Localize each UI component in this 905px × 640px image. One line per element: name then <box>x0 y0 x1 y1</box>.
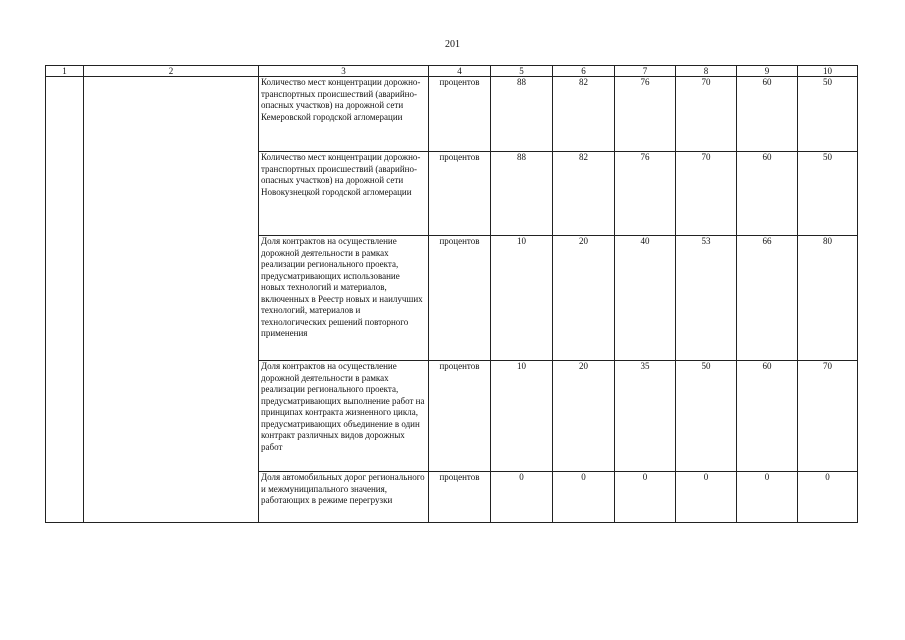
indicator-description: Количество мест концентрации дорожно-транспортных происшествий (аварийно-опасных участков) на дорожной сети Кемеровской городской агломерации <box>259 77 429 152</box>
indicator-description: Количество мест концентрации дорожно-транспортных происшествий (аварийно-опасных участков) на дорожной сети Новокузнецкой городской агломерации <box>259 152 429 236</box>
value-cell: 50 <box>798 77 858 152</box>
value-cell: 50 <box>798 152 858 236</box>
column-header-8: 8 <box>676 66 737 77</box>
value-cell: 53 <box>676 236 737 361</box>
column-number-row <box>46 66 858 77</box>
row-number-cell <box>46 77 84 523</box>
value-cell: 70 <box>676 152 737 236</box>
value-cell: 50 <box>676 361 737 472</box>
column-header-4: 4 <box>429 66 491 77</box>
value-cell: 60 <box>737 152 798 236</box>
value-cell: 0 <box>737 472 798 523</box>
value-cell: 10 <box>491 361 553 472</box>
indicator-unit: процентов <box>429 361 491 472</box>
value-cell: 60 <box>737 361 798 472</box>
indicator-description: Доля контрактов на осуществление дорожной деятельности в рамках реализации регионального проекта, предусматривающих выполнение работ на принципах контракта жизненного цикла, предусматривающих объединение в один контракт различных видов дорожных работ <box>259 361 429 472</box>
value-cell: 76 <box>615 152 676 236</box>
value-cell: 20 <box>553 361 615 472</box>
value-cell: 80 <box>798 236 858 361</box>
column-header-7: 7 <box>615 66 676 77</box>
value-cell: 0 <box>676 472 737 523</box>
column-header-6: 6 <box>553 66 615 77</box>
value-cell: 0 <box>553 472 615 523</box>
value-cell: 0 <box>798 472 858 523</box>
value-cell: 88 <box>491 152 553 236</box>
indicator-unit: процентов <box>429 236 491 361</box>
indicator-description: Доля контрактов на осуществление дорожной деятельности в рамках реализации регионального проекта, предусматривающих использование новых технологий и материалов, включенных в Реестр новых и наилучших технологий, материалов и технологических решений повторного применения <box>259 236 429 361</box>
indicator-unit: процентов <box>429 152 491 236</box>
value-cell: 10 <box>491 236 553 361</box>
value-cell: 35 <box>615 361 676 472</box>
value-cell: 70 <box>676 77 737 152</box>
value-cell: 20 <box>553 236 615 361</box>
value-cell: 88 <box>491 77 553 152</box>
column-header-2: 2 <box>84 66 259 77</box>
value-cell: 60 <box>737 77 798 152</box>
indicators-table <box>45 65 858 523</box>
indicator-description: Доля автомобильных дорог регионального и межмуниципального значения, работающих в режиме перегрузки <box>259 472 429 523</box>
value-cell: 70 <box>798 361 858 472</box>
value-cell: 82 <box>553 77 615 152</box>
column-header-5: 5 <box>491 66 553 77</box>
value-cell: 76 <box>615 77 676 152</box>
column-header-3: 3 <box>259 66 429 77</box>
value-cell: 82 <box>553 152 615 236</box>
table-row <box>46 77 858 152</box>
value-cell: 66 <box>737 236 798 361</box>
value-cell: 0 <box>491 472 553 523</box>
program-name-cell <box>84 77 259 523</box>
page-number: 201 <box>445 39 460 50</box>
indicator-unit: процентов <box>429 77 491 152</box>
value-cell: 0 <box>615 472 676 523</box>
value-cell: 40 <box>615 236 676 361</box>
column-header-1: 1 <box>46 66 84 77</box>
column-header-10: 10 <box>798 66 858 77</box>
column-header-9: 9 <box>737 66 798 77</box>
indicator-unit: процентов <box>429 472 491 523</box>
